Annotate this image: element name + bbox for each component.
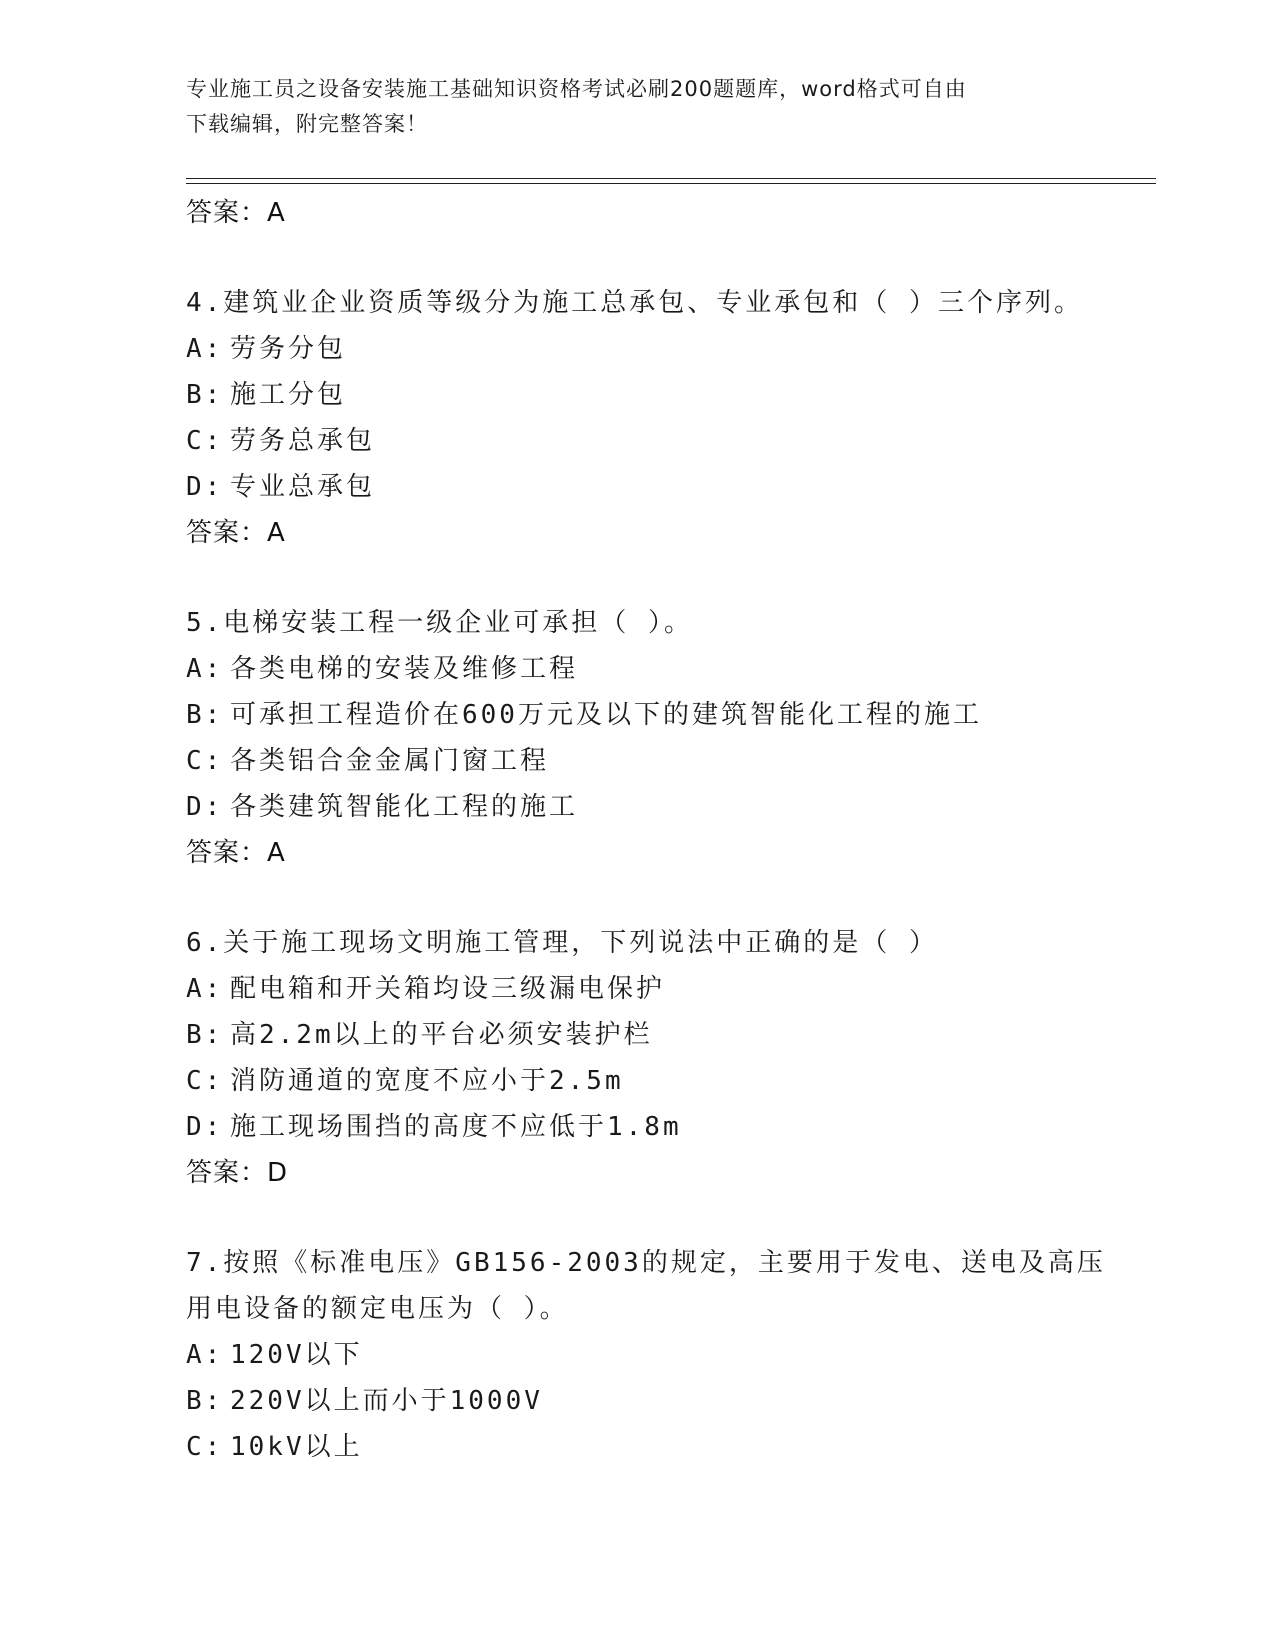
option-a [186, 1332, 1186, 1378]
option-key: D: [186, 472, 224, 502]
option-b [186, 692, 1186, 738]
option-key: D: [186, 1112, 224, 1142]
option-b [186, 1012, 1186, 1058]
option-a [186, 326, 1186, 372]
option-key: A: [186, 1340, 224, 1370]
document-body [186, 190, 1186, 1470]
option-text: 220V以上而小于1000V [230, 1386, 543, 1416]
option-c [186, 418, 1186, 464]
option-key: A: [186, 654, 224, 684]
question-text: 6.关于施工现场文明施工管理，下列说法中正确的是（ ） [186, 928, 938, 958]
option-key: B: [186, 700, 224, 730]
question-7 [186, 1240, 1186, 1470]
option-text: 可承担工程造价在600万元及以下的建筑智能化工程的施工 [230, 700, 982, 730]
option-text: 各类铝合金金属门窗工程 [230, 746, 550, 776]
header-divider-top [186, 178, 1156, 179]
option-d [186, 1104, 1186, 1150]
option-b [186, 372, 1186, 418]
option-key: D: [186, 792, 224, 822]
option-key: C: [186, 746, 224, 776]
option-text: 劳务分包 [230, 334, 347, 364]
option-c [186, 1424, 1186, 1470]
option-text: 消防通道的宽度不应小于2.5m [230, 1066, 624, 1096]
option-a [186, 646, 1186, 692]
option-c [186, 1058, 1186, 1104]
header-line-2: 下载编辑，附完整答案！ [186, 112, 428, 136]
answer: 答案：A [186, 518, 286, 548]
option-text: 各类建筑智能化工程的施工 [230, 792, 579, 822]
question-5 [186, 600, 1186, 876]
option-d [186, 464, 1186, 510]
option-key: A: [186, 334, 224, 364]
document-header [186, 72, 1086, 142]
header-line-1: 专业施工员之设备安装施工基础知识资格考试必刷200题题库，word格式可自由 [186, 77, 967, 101]
option-key: C: [186, 1066, 224, 1096]
question-text: 4.建筑业企业资质等级分为施工总承包、专业承包和（ ）三个序列。 [186, 288, 1083, 318]
option-text: 各类电梯的安装及维修工程 [230, 654, 579, 684]
option-text: 劳务总承包 [230, 426, 376, 456]
question-6 [186, 920, 1186, 1196]
option-text: 施工分包 [230, 380, 347, 410]
header-divider-bottom [186, 183, 1156, 184]
option-d [186, 784, 1186, 830]
option-key: C: [186, 426, 224, 456]
option-key: B: [186, 1386, 224, 1416]
option-c [186, 738, 1186, 784]
option-text: 施工现场围挡的高度不应低于1.8m [230, 1112, 682, 1142]
option-text: 10kV以上 [230, 1432, 363, 1462]
option-a [186, 966, 1186, 1012]
option-text: 专业总承包 [230, 472, 376, 502]
option-text: 配电箱和开关箱均设三级漏电保护 [230, 974, 666, 1004]
option-b [186, 1378, 1186, 1424]
question-text-line-2: 用电设备的额定电压为（ ）。 [186, 1294, 569, 1324]
answer: 答案：A [186, 838, 286, 868]
option-key: A: [186, 974, 224, 1004]
option-key: B: [186, 1020, 224, 1050]
option-text: 120V以下 [230, 1340, 363, 1370]
question-text-line-1: 7.按照《标准电压》GB156-2003的规定，主要用于发电、送电及高压 [186, 1248, 1106, 1278]
answer: 答案：D [186, 1158, 289, 1188]
question-text: 5.电梯安装工程一级企业可承担（ ）。 [186, 608, 693, 638]
question-4 [186, 280, 1186, 556]
option-text: 高2.2m以上的平台必须安装护栏 [230, 1020, 653, 1050]
answer-previous: 答案：A [186, 198, 286, 228]
option-key: C: [186, 1432, 224, 1462]
option-key: B: [186, 380, 224, 410]
